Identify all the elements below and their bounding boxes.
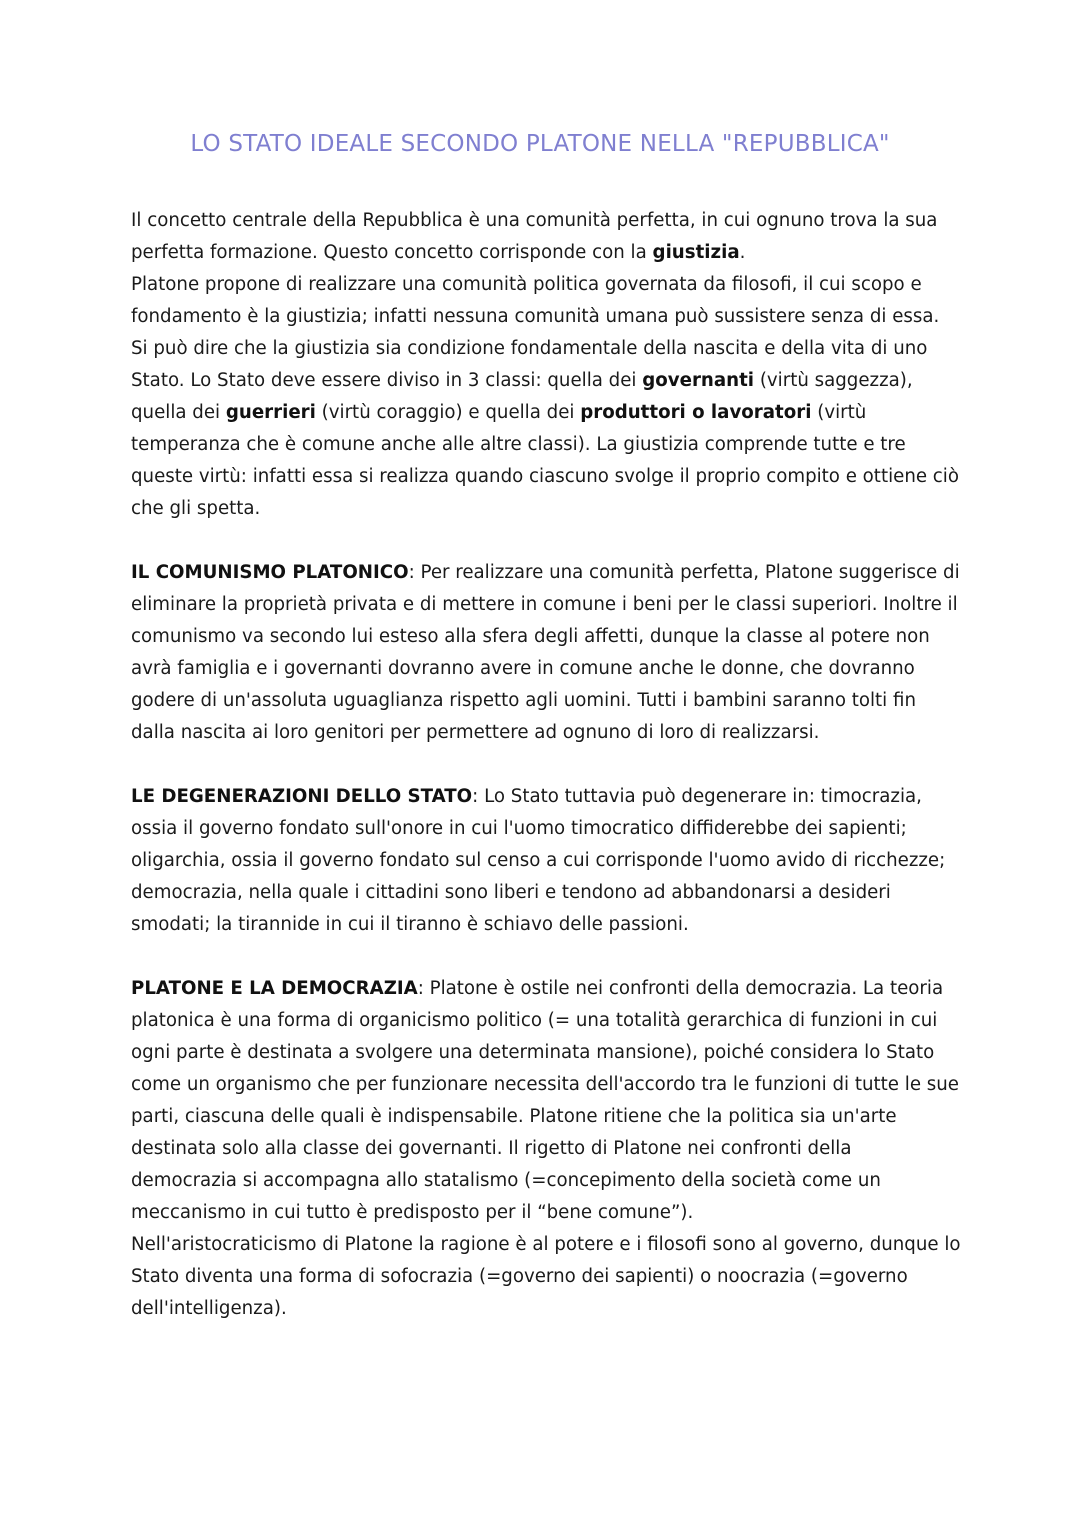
bold-term-guerrieri: guerrieri [225,402,316,423]
document-title: LO STATO IDEALE SECONDO PLATONE NELLA "REPUBBLICA" [190,131,890,157]
intro-text: . [739,242,746,263]
section-degenerazioni [131,781,961,941]
section-text-comunismo: : Per realizzare una comunità perfetta, Platone suggerisce di eliminare la proprietà privata e di mettere in comune i beni per le classi superiori. Inoltre il comunismo va secondo lui esteso alla sfera degli affetti, dunque la classe al potere non avrà famiglia e i governanti dovranno avere in comune anche le donne, che dovranno godere di un'assoluta uguaglianza rispetto agli uomini. Tutti i bambini saranno tolti fin dalla nascita ai loro genitori per permettere ad ognuno di loro di realizzarsi. [131,562,960,743]
section-text-democrazia: : Platone è ostile nei confronti della democrazia. La teoria platonica è una forma di organicismo politico (= una totalità gerarchica di funzioni in cui ogni parte è destinata a svolgere una determinata mansione), poiché considera lo Stato come un organismo che per funzionare necessita dell'accordo tra le funzioni di tutte le sue parti, ciascuna delle quali è indispensabile. Platone ritiene che la politica sia un'arte destinata solo alla classe dei governanti. Il rigetto di Platone nei confronti della democrazia si accompagna allo statalismo (=concepimento della società come un meccanismo in cui tutto è predisposto per il “bene comune”). [131,978,959,1223]
bold-term-governanti: governanti [642,370,755,391]
intro-text: Il concetto centrale della Repubblica è una comunità perfetta, in cui ognuno trova la sua perfetta formazione. Questo concetto corrisponde con la [131,210,938,263]
bold-term-produttori: produttori o lavoratori [580,402,812,423]
section-comunismo [131,557,961,749]
intro-text: (virtù saggezza), quella dei [131,370,913,423]
bold-term-giustizia: giustizia [652,242,740,263]
section-democrazia [131,973,961,1229]
intro-text: Platone propone di realizzare una comunità politica governata da filosofi, il cui scopo e fondamento è la giustizia; infatti nessuna comunità umana può sussistere senza di essa. Si può dire che la giustizia sia condizione fondamentale della nascita e della vita di uno Stato. Lo Stato deve essere diviso in 3 classi: quella dei [131,274,940,391]
section-heading-democrazia: PLATONE E LA DEMOCRAZIA [131,978,418,999]
section-text-degenerazioni: : Lo Stato tuttavia può degenerare in: timocrazia, ossia il governo fondato sull'onore in cui l'uomo timocratico diffiderebbe dei sapienti; oligarchia, ossia il governo fondato sul censo a cui corrisponde l'uomo avido di ricchezze; democrazia, nella quale i cittadini sono liberi e tendono ad abbandonarsi a desideri smodati; la tirannide in cui il tiranno è schiavo delle passioni. [131,786,946,935]
section-heading-degenerazioni: LE DEGENERAZIONI DELLO STATO [131,786,473,807]
intro-paragraph-1 [131,205,961,269]
section-democrazia-paragraph-2: Nell'aristocraticismo di Platone la ragione è al potere e i filosofi sono al governo, dunque lo Stato diventa una forma di sofocrazia (=governo dei sapienti) o noocrazia (=governo dell'intelligenza). [131,1234,961,1319]
intro-paragraph-2 [131,269,961,525]
intro-text: (virtù temperanza che è comune anche alle altre classi). La giustizia comprende tutte e tre queste virtù: infatti essa si realizza quando ciascuno svolge il proprio compito e ottiene ciò che gli spetta. [131,402,959,519]
intro-text: (virtù coraggio) e quella dei [315,402,581,423]
section-heading-comunismo: IL COMUNISMO PLATONICO [131,562,409,583]
document-body [131,205,961,1325]
